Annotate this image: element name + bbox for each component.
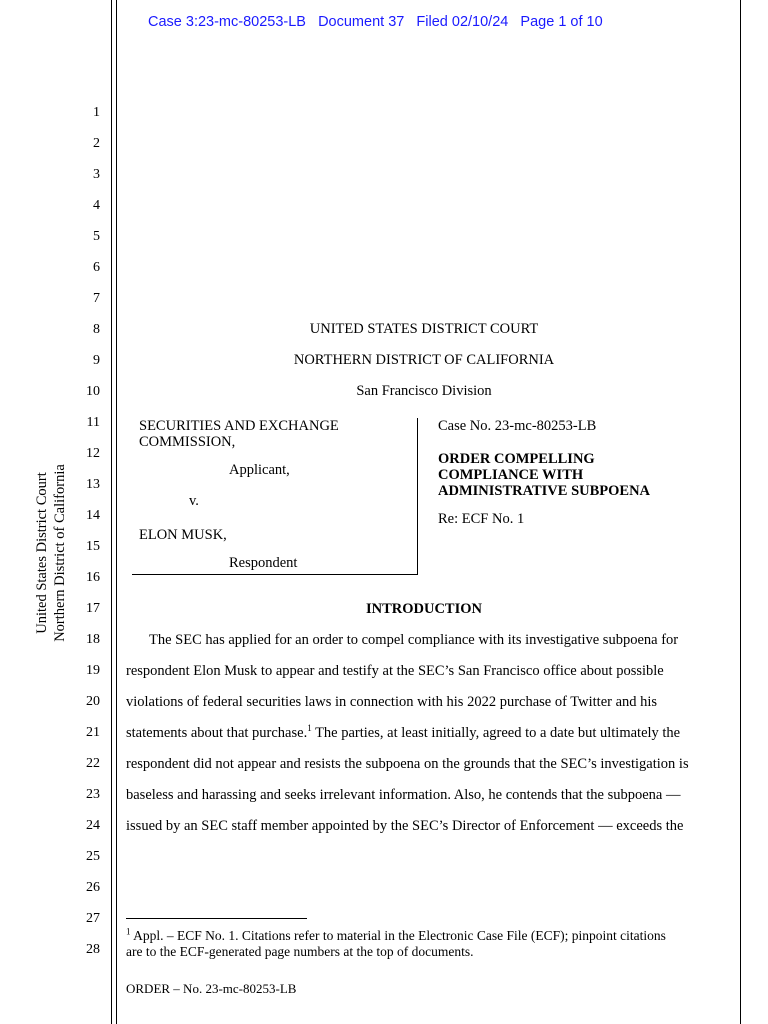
body-text: statements about that purchase.: [126, 725, 308, 741]
ecf-reference: Re: ECF No. 1: [438, 511, 525, 527]
line-number: 22: [86, 756, 100, 771]
case-number: Case No. 23-mc-80253-LB: [438, 418, 597, 434]
applicant-name-line2: COMMISSION,: [139, 434, 236, 450]
court-division: San Francisco Division: [356, 383, 492, 399]
line-number: 25: [86, 849, 100, 864]
line-number: 13: [86, 477, 100, 492]
footnote-line2: are to the ECF-generated page numbers at the top of documents.: [126, 944, 474, 959]
order-title-line3: ADMINISTRATIVE SUBPOENA: [438, 483, 651, 499]
line-number: 7: [93, 291, 100, 306]
line-number: 17: [86, 601, 100, 616]
footnote-line1: [126, 928, 666, 944]
line-number: 12: [86, 446, 100, 461]
line-number: 9: [93, 353, 100, 368]
line-number: 10: [86, 384, 100, 399]
line-number: 24: [86, 818, 100, 833]
footnote-marker: 1: [126, 926, 131, 937]
versus: v.: [189, 493, 199, 509]
line-number: 2: [93, 136, 100, 151]
body-line: respondent did not appear and resists the subpoena on the grounds that the SEC’s investigation is: [126, 756, 689, 772]
court-name: UNITED STATES DISTRICT COURT: [309, 321, 539, 337]
caption-divider-horizontal: [132, 574, 418, 575]
body-line: [126, 725, 680, 742]
line-number: 14: [86, 508, 100, 523]
order-title-line2: COMPLIANCE WITH: [438, 467, 584, 483]
body-text: The parties, at least initially, agreed to a date but ultimately the: [311, 725, 681, 741]
sidebar-line-court: United States District Court: [34, 472, 50, 634]
line-number: 5: [93, 229, 100, 244]
body-line: respondent Elon Musk to appear and testify at the SEC’s San Francisco office about possible: [126, 663, 664, 679]
footnote-text: Appl. – ECF No. 1. Citations refer to material in the Electronic Case File (ECF); pinpoint citations: [130, 928, 666, 943]
page-footer: ORDER – No. 23-mc-80253-LB: [126, 981, 297, 996]
line-number: 6: [93, 260, 100, 275]
body-line: baseless and harassing and seeks irrelevant information. Also, he contends that the subpoena —: [126, 787, 681, 803]
margin-rule-left-inner: [116, 0, 117, 1024]
line-number: 8: [93, 322, 100, 337]
respondent-name: ELON MUSK,: [139, 527, 227, 543]
line-number: 19: [86, 663, 100, 678]
footnote-reference[interactable]: 1: [307, 723, 312, 734]
line-number: 23: [86, 787, 100, 802]
applicant-name-line1: SECURITIES AND EXCHANGE: [139, 418, 339, 434]
line-number: 28: [86, 942, 100, 957]
margin-rule-right: [740, 0, 741, 1024]
line-number: 18: [86, 632, 100, 647]
body-line: The SEC has applied for an order to compel compliance with its investigative subpoena for: [149, 632, 679, 648]
margin-rule-left-outer: [111, 0, 112, 1024]
court-sidebar-label: [33, 464, 69, 642]
respondent-role: Respondent: [229, 555, 298, 571]
body-line: issued by an SEC staff member appointed by the SEC’s Director of Enforcement — exceeds the: [126, 818, 684, 834]
header-filed: Filed 02/10/24: [416, 14, 509, 30]
header-page: Page 1 of 10: [520, 14, 603, 30]
body-line: violations of federal securities laws in connection with his 2022 purchase of Twitter and his: [126, 694, 658, 710]
line-number: 11: [86, 415, 100, 430]
section-heading-introduction: INTRODUCTION: [365, 601, 482, 617]
sidebar-line-district: Northern District of California: [52, 464, 68, 642]
line-number: 26: [86, 880, 100, 895]
caption-divider-vertical: [417, 418, 418, 575]
order-title-line1: ORDER COMPELLING: [438, 451, 595, 467]
applicant-role: Applicant,: [229, 462, 290, 478]
line-number: 16: [86, 570, 100, 585]
footnote-separator: [126, 918, 307, 919]
header-case: Case 3:23-mc-80253-LB: [148, 14, 306, 30]
footnote: [126, 928, 666, 960]
line-number: 1: [93, 105, 100, 120]
line-number: 3: [93, 167, 100, 182]
court-district: NORTHERN DISTRICT OF CALIFORNIA: [293, 352, 555, 368]
ecf-header: [148, 14, 603, 30]
line-number: 4: [93, 198, 100, 213]
line-number: 27: [86, 911, 100, 926]
line-number: 20: [86, 694, 100, 709]
header-document: Document 37: [318, 14, 405, 30]
line-number: 21: [86, 725, 100, 740]
line-number: 15: [86, 539, 100, 554]
